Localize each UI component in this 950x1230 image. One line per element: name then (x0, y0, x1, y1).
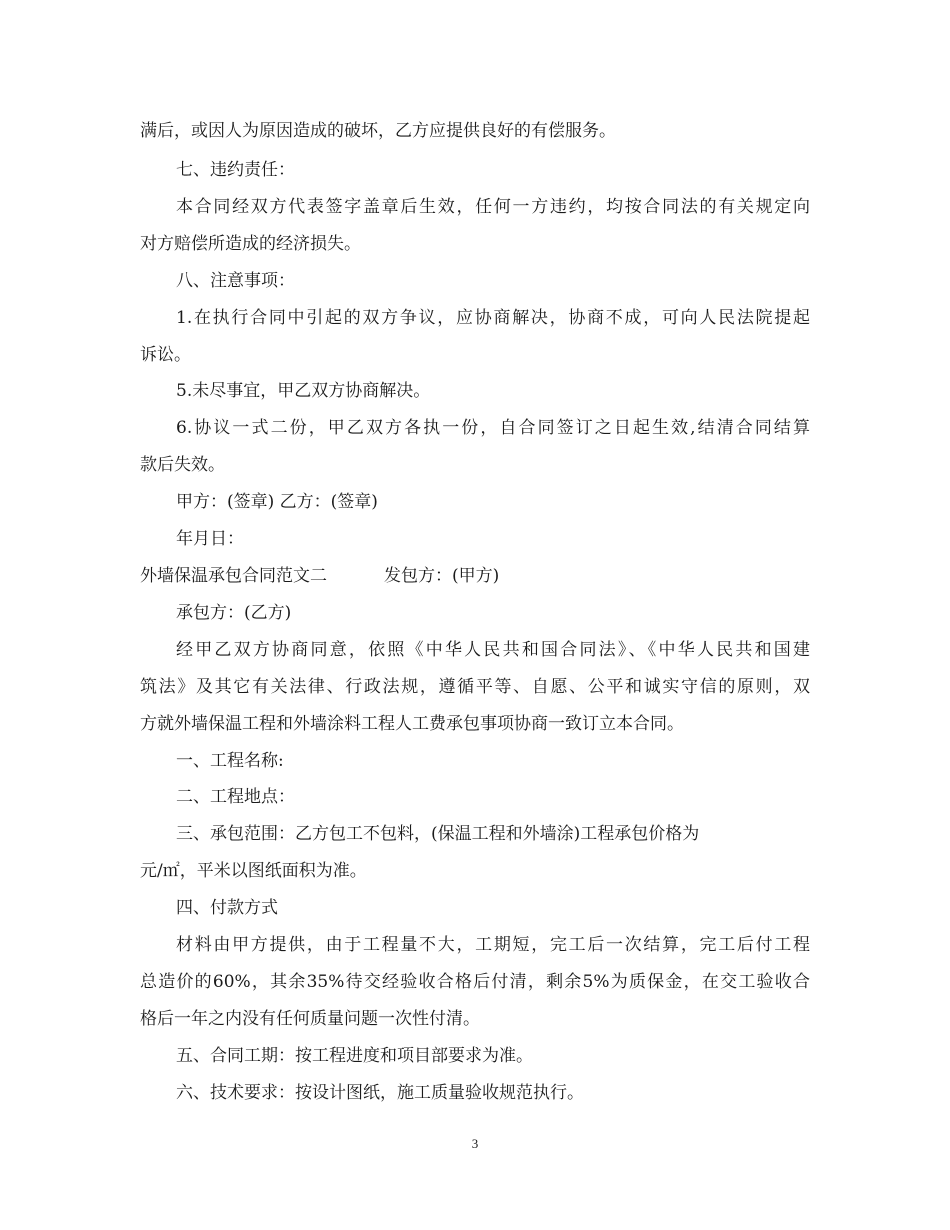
text-line-4: 对方赔偿所造成的经济损失。 (140, 234, 361, 254)
text-line-24: 材料由甲方提供，由于工程量不大，工期短，完工后一次结算，完工后付工程 (176, 935, 810, 955)
document-title-2: 外墙保温承包合同范文二 (140, 566, 327, 586)
text-line-26: 格后一年之内没有任何质量问题一次性付清。 (140, 1009, 480, 1029)
signature-line: 甲方：(签章) 乙方：(签章) (176, 492, 378, 512)
text-line-3: 本合同经双方代表签字盖章后生效，任何一方违约，均按合同法的有关规定向 (176, 197, 810, 217)
text-line-17: 筑法》及其它有关法律、行政法规，遵循平等、自愿、公平和诚实守信的原则，双 (140, 677, 810, 697)
contractor-line: 承包方：(乙方) (176, 603, 292, 623)
text-line-16: 经甲乙双方协商同意，依照《中华人民共和国合同法》、《中华人民共和国建 (176, 640, 810, 660)
text-line-1: 满后，或因人为原因造成的破坏，乙方应提供良好的有偿服务。 (140, 121, 616, 141)
text-line-8: 5.未尽事宜，甲乙双方协商解决。 (176, 381, 431, 401)
text-line-10: 款后失效。 (140, 455, 225, 475)
text-line-6: 1.在执行合同中引起的双方争议，应协商解决，协商不成，可向人民法院提起 (176, 308, 810, 328)
section-heading-6: 六、技术要求：按设计图纸，施工质量验收规范执行。 (176, 1083, 584, 1103)
section-heading-3: 三、承包范围：乙方包工不包料，(保温工程和外墙涂)工程承包价格为 (176, 824, 700, 844)
text-line-25: 总造价的60%，其余35%待交经验收合格后付清，剩余5%为质保金，在交工验收合 (140, 972, 810, 992)
section-heading-4: 四、付款方式 (176, 898, 278, 918)
section-heading-2: 二、工程地点： (176, 787, 295, 807)
text-line-7: 诉讼。 (140, 345, 191, 365)
text-line-22: 元/㎡，平米以图纸面积为准。 (140, 861, 367, 881)
text-line-18: 方就外墙保温工程和外墙涂料工程人工费承包事项协商一致订立本合同。 (140, 714, 684, 734)
text-line-9: 6.协议一式二份，甲乙双方各执一份，自合同签订之日起生效,结清合同结算 (176, 418, 810, 438)
section-heading-8: 八、注意事项： (176, 271, 295, 291)
date-line: 年月日： (176, 529, 244, 549)
page-number: 3 (471, 1136, 479, 1151)
section-heading-5: 五、合同工期：按工程进度和项目部要求为准。 (176, 1046, 533, 1066)
section-heading-7: 七、违约责任： (176, 160, 295, 180)
section-heading-1: 一、工程名称: (176, 751, 284, 771)
employer-line: 发包方：(甲方) (384, 566, 500, 586)
